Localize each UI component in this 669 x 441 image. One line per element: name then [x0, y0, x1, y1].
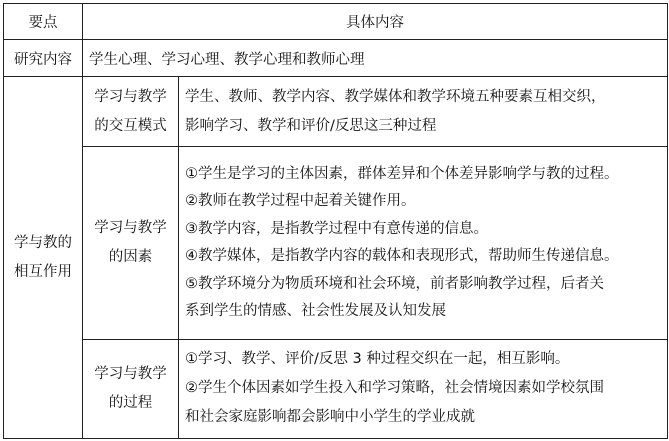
- subrow-content-cell: [179, 77, 668, 147]
- content-line: ⑤教学环境分为物质环境和社会环境，前者影响教学过程，后者关: [185, 275, 604, 292]
- content-line: ③教学内容，是指教学过程中有意传递的信息。: [185, 220, 488, 237]
- interaction-key-line: 学与教的: [14, 234, 72, 251]
- content-line: ①学习、教学、评价/反思 3 种过程交织在一起，相互影响。: [185, 351, 570, 368]
- content-line: ②学生个体因素如学生投入和学习策略，社会情境因素如学校氛围: [185, 380, 604, 397]
- research-value-cell: [83, 40, 668, 77]
- content-line: ④教学媒体，是指教学内容的载体和表现形式，帮助师生传递信息。: [185, 248, 619, 265]
- subrow-label-line: 的交互模式: [94, 117, 167, 134]
- subrow-label-line: 的过程: [108, 394, 153, 411]
- subrow-label-line: 学习与教学: [94, 220, 167, 237]
- subrow-content-cell: [179, 147, 668, 339]
- header-content-label: 具体内容: [346, 15, 404, 32]
- subrow-label-line: 学习与教学: [94, 88, 167, 105]
- subrow-label-cell: [83, 147, 179, 339]
- table-header-row: [4, 4, 668, 40]
- header-key-cell: [4, 4, 83, 40]
- subrow-content-cell: [179, 339, 668, 438]
- subrow-label-cell: [83, 339, 179, 438]
- subrow-label-line: 学习与教学: [94, 365, 167, 382]
- research-value-text: 学生心理、学习心理、教学心理和教师心理: [89, 51, 365, 68]
- document-page: [3, 3, 667, 439]
- table-row: [4, 77, 668, 147]
- interaction-key-line: 相互作用: [14, 263, 72, 280]
- header-key-label: 要点: [28, 15, 58, 32]
- header-content-cell: [83, 4, 668, 40]
- subrow-label-cell: [83, 77, 179, 147]
- research-key-label: 研究内容: [14, 51, 72, 68]
- content-line: ①学生是学习的主体因素，群体差异和个体差异影响学与教的过程。: [185, 165, 619, 182]
- table-row: [4, 40, 668, 77]
- table-row: [4, 147, 668, 339]
- content-line: 影响学习、教学和评价/反思这三种过程: [185, 117, 437, 134]
- subrow-label-line: 的因素: [108, 249, 153, 266]
- content-line: ②教师在教学过程中起着关键作用。: [185, 193, 416, 210]
- content-line: 系到学生的情感、社会性发展及认知发展: [185, 303, 446, 320]
- research-key-cell: [4, 40, 83, 77]
- content-line: 和社会家庭影响都会影响中小学生的学业成就: [185, 409, 475, 426]
- table-row: [4, 339, 668, 438]
- interaction-key-cell: [4, 77, 83, 439]
- content-line: 学生、教师、教学内容、教学媒体和教学环境五种要素互相交织，: [185, 88, 606, 105]
- content-table: [3, 3, 668, 439]
